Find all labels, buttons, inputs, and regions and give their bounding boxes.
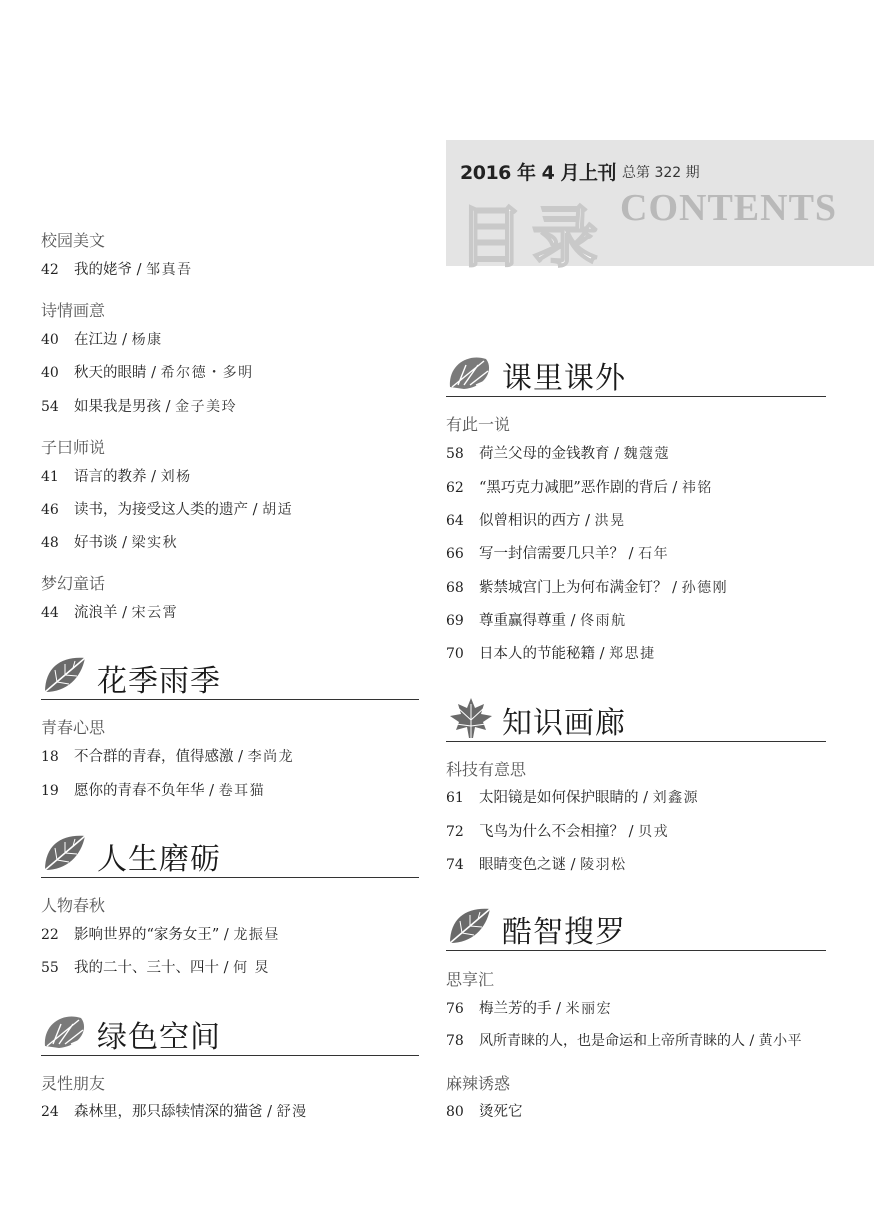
toc-entry[interactable]: 48 好书谈 / 梁实秋	[41, 535, 179, 551]
toc-entry[interactable]: 22 影响世界的“家务女王” / 龙振昼	[41, 927, 280, 943]
page-number: 72	[446, 824, 464, 840]
leaf-icon	[41, 830, 89, 876]
section-title: 课里课外	[502, 361, 626, 396]
section-rule	[446, 741, 826, 742]
leaf-icon	[41, 652, 89, 698]
toc-title-chinese: 目录	[458, 199, 606, 276]
entry-title: 荷兰父母的金钱教育	[479, 446, 610, 462]
toc-entry[interactable]: 68 紫禁城宫门上为何布满金钉？ / 孙德刚	[446, 580, 729, 596]
page-number: 42	[41, 262, 59, 278]
page-number: 22	[41, 927, 59, 943]
entry-title: 日本人的节能秘籍	[479, 646, 595, 662]
page-number: 61	[446, 790, 464, 806]
entry-author: 祎铭	[681, 480, 713, 496]
page-number: 48	[41, 535, 59, 551]
page-number: 74	[446, 857, 464, 873]
category-label: 子曰师说	[41, 438, 106, 457]
page-number: 24	[41, 1104, 59, 1120]
page-number: 68	[446, 580, 464, 596]
section-header	[446, 692, 826, 742]
entry-author: 陵羽松	[580, 857, 627, 873]
category-label: 灵性朋友	[41, 1074, 106, 1093]
leaf-icon	[446, 903, 494, 949]
entry-author: 佟雨航	[580, 613, 627, 629]
page-number: 58	[446, 446, 464, 462]
entry-title: 森林里，那只舔犊情深的猫爸	[74, 1104, 263, 1120]
page-number: 41	[41, 469, 59, 485]
entry-author: 贝戎	[638, 824, 670, 840]
entry-title: 眼睛变色之谜	[479, 857, 566, 873]
section-header	[41, 828, 419, 878]
category-label: 思享汇	[446, 970, 495, 989]
entry-title: 不合群的青春，值得感激	[74, 749, 234, 765]
section-title: 知识画廊	[502, 706, 626, 741]
entry-author: 胡适	[262, 502, 294, 518]
toc-entry[interactable]: 78 风所青睐的人，也是命运和上帝所青睐的人 / 黄小平	[446, 1033, 803, 1049]
monstera-leaf-icon	[41, 1008, 91, 1054]
page-number: 46	[41, 502, 59, 518]
category-label: 科技有意思	[446, 760, 527, 779]
entry-author: 孙德刚	[681, 580, 729, 596]
entry-title: 尊重赢得尊重	[479, 613, 566, 629]
entry-author: 郑思捷	[609, 646, 656, 662]
category-label: 麻辣诱惑	[446, 1074, 511, 1093]
section-rule	[446, 396, 826, 397]
maple-leaf-icon	[446, 694, 496, 742]
entry-title: 太阳镜是如何保护眼睛的	[479, 790, 639, 806]
page-number: 76	[446, 1001, 464, 1017]
category-label: 有此一说	[446, 415, 511, 434]
toc-entry[interactable]: 66 写一封信需要几只羊？ / 石年	[446, 546, 670, 562]
section-title: 人生磨砺	[97, 842, 221, 877]
entry-author: 金子美玲	[175, 399, 238, 415]
toc-entry[interactable]: 40 在江边 / 杨康	[41, 332, 163, 348]
section-title: 绿色空间	[97, 1020, 221, 1055]
page-number: 40	[41, 365, 59, 381]
toc-entry[interactable]: 70 日本人的节能秘籍 / 郑思捷	[446, 646, 656, 662]
entry-title: 紫禁城宫门上为何布满金钉？	[479, 580, 668, 596]
entry-title: 愿你的青春不负年华	[74, 783, 205, 799]
page-number: 40	[41, 332, 59, 348]
entry-author: 卷耳猫	[218, 783, 266, 799]
page-number: 78	[446, 1033, 464, 1049]
entry-author: 米丽宏	[565, 1001, 613, 1017]
entry-title: 我的二十、三十、四十	[74, 960, 219, 976]
issue-total: 总第 322 期	[622, 165, 700, 181]
entry-author: 刘鑫源	[652, 790, 700, 806]
toc-entry[interactable]: 44 流浪羊 / 宋云霄	[41, 605, 179, 621]
section-rule	[41, 699, 419, 700]
toc-entry[interactable]: 55 我的二十、三十、四十 / 何 炅	[41, 960, 271, 976]
page-number: 80	[446, 1104, 464, 1120]
entry-author: 石年	[638, 546, 670, 562]
toc-entry[interactable]: 19 愿你的青春不负年华 / 卷耳猫	[41, 783, 266, 799]
page-number: 64	[446, 513, 464, 529]
page-number: 44	[41, 605, 59, 621]
entry-title: 如果我是男孩	[74, 399, 161, 415]
entry-title: 语言的教养	[74, 469, 147, 485]
section-header	[41, 650, 419, 700]
toc-entry[interactable]: 58 荷兰父母的金钱教育 / 魏蔻蔻	[446, 446, 671, 462]
toc-entry[interactable]: 42 我的姥爷 / 邹真吾	[41, 262, 193, 278]
page-number: 19	[41, 783, 59, 799]
toc-entry[interactable]: 64 似曾相识的西方 / 洪晃	[446, 513, 626, 529]
entry-title: 在江边	[74, 332, 118, 348]
page-number: 66	[446, 546, 464, 562]
entry-author: 龙振昼	[233, 927, 280, 943]
toc-entry[interactable]: 62 “黑巧克力减肥”恶作剧的背后 / 祎铭	[446, 480, 713, 496]
toc-entry[interactable]: 76 梅兰芳的手 / 米丽宏	[446, 1001, 613, 1017]
toc-entry[interactable]: 61 太阳镜是如何保护眼睛的 / 刘鑫源	[446, 790, 700, 806]
entry-title: 我的姥爷	[74, 262, 132, 278]
page-number: 69	[446, 613, 464, 629]
category-label: 校园美文	[41, 231, 106, 250]
entry-title: 写一封信需要几只羊？	[479, 546, 624, 562]
entry-title: 似曾相识的西方	[479, 513, 581, 529]
section-rule	[41, 877, 419, 878]
category-label: 诗情画意	[41, 301, 106, 320]
entry-title: “黑巧克力减肥”恶作剧的背后	[479, 480, 668, 496]
toc-entry[interactable]: 69 尊重赢得尊重 / 佟雨航	[446, 613, 627, 629]
entry-author: 梁实秋	[131, 535, 179, 551]
toc-entry[interactable]: 46 读书，为接受这人类的遗产 / 胡适	[41, 502, 294, 518]
page-number: 62	[446, 480, 464, 496]
entry-title: 飞鸟为什么不会相撞？	[479, 824, 624, 840]
page-number: 55	[41, 960, 59, 976]
entry-title: 影响世界的“家务女王”	[74, 927, 220, 943]
entry-author: 刘杨	[160, 469, 192, 485]
entry-author: 魏蔻蔻	[623, 446, 671, 462]
section-header	[446, 347, 826, 397]
section-header	[446, 901, 826, 951]
toc-entry[interactable]: 41 语言的教养 / 刘杨	[41, 469, 192, 485]
toc-entry[interactable]: 54 如果我是男孩 / 金子美玲	[41, 399, 238, 415]
entry-author: 希尔德・多明	[160, 365, 254, 381]
entry-author: 舒漫	[276, 1104, 308, 1120]
category-label: 梦幻童话	[41, 574, 106, 593]
page-number: 18	[41, 749, 59, 765]
toc-title-english: CONTENTS	[620, 187, 838, 229]
monstera-leaf-icon	[446, 349, 496, 395]
entry-author: 李尚龙	[247, 749, 295, 765]
category-label: 青春心思	[41, 718, 106, 737]
toc-entry[interactable]: 18 不合群的青春，值得感激 / 李尚龙	[41, 749, 295, 765]
entry-author: 杨康	[131, 332, 163, 348]
section-header	[41, 1006, 419, 1056]
category-label: 人物春秋	[41, 896, 106, 915]
masthead	[446, 140, 874, 276]
section-rule	[41, 1055, 419, 1056]
entry-author: 宋云霄	[131, 605, 179, 621]
page-number: 70	[446, 646, 464, 662]
page-number: 54	[41, 399, 59, 415]
entry-title: 读书，为接受这人类的遗产	[74, 502, 248, 518]
entry-author: 洪晃	[594, 513, 626, 529]
entry-title: 好书谈	[74, 535, 118, 551]
section-title: 酷智搜罗	[502, 915, 626, 950]
issue-date: 2016 年 4 月上刊	[460, 162, 616, 184]
toc-entry[interactable]: 40 秋天的眼睛 / 希尔德・多明	[41, 365, 254, 381]
entry-author: 邹真吾	[146, 262, 193, 278]
entry-author: 黄小平	[758, 1033, 803, 1049]
toc-entry[interactable]: 72 飞鸟为什么不会相撞？ / 贝戎	[446, 824, 670, 840]
entry-title: 风所青睐的人，也是命运和上帝所青睐的人	[479, 1033, 745, 1049]
toc-entry[interactable]: 74 眼睛变色之谜 / 陵羽松	[446, 857, 627, 873]
entry-title: 流浪羊	[74, 605, 118, 621]
toc-entry[interactable]	[446, 1100, 523, 1121]
entry-title: 秋天的眼睛	[74, 365, 147, 381]
toc-entry[interactable]: 24 森林里，那只舔犊情深的猫爸 / 舒漫	[41, 1104, 308, 1120]
section-rule	[446, 950, 826, 951]
entry-title: 烫死它	[479, 1104, 523, 1120]
entry-author: 何 炅	[233, 960, 271, 976]
section-title: 花季雨季	[97, 664, 221, 699]
entry-title: 梅兰芳的手	[479, 1001, 552, 1017]
